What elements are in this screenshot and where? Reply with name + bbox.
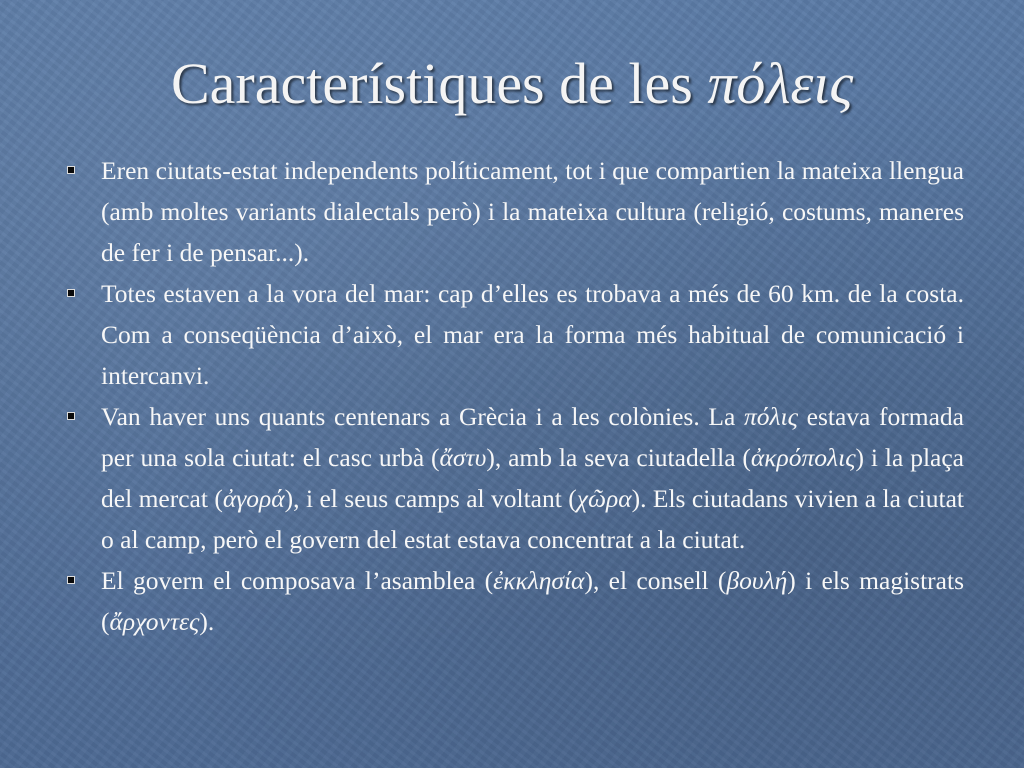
greek-term: πόλις (743, 402, 798, 431)
bullet-text: ) i els magistrats ( (101, 566, 964, 636)
greek-term: ἐκκλησία (493, 566, 585, 595)
bullet-text: Eren ciutats-estat independents políticament, tot i que compartien la mateixa llengua (amb moltes variants dialectals però) i la mateixa cultura (religió, costums, maneres de fer i de pensar...). (101, 156, 964, 267)
bullet-text: ) i la plaça del mercat ( (101, 443, 965, 513)
bullet-item (62, 273, 964, 396)
slide-title-greek: πόλεις (707, 51, 853, 116)
bullet-item (62, 150, 964, 273)
square-bullet-icon (67, 166, 75, 174)
greek-term: ἀγορά (222, 484, 285, 513)
square-bullet-icon (67, 412, 75, 420)
bullet-item (62, 560, 964, 642)
greek-term: ἄρχοντες (109, 607, 200, 636)
square-bullet-icon (67, 289, 75, 297)
bullet-text: Van haver uns quants centenars a Grècia i a les colònies. La (101, 402, 744, 431)
slide-title (0, 48, 1024, 120)
greek-term: ἄστυ (439, 443, 487, 472)
bullet-item (62, 396, 964, 560)
square-bullet-icon (67, 576, 75, 584)
greek-term: βουλή (726, 566, 788, 595)
greek-term: χῶρα (576, 484, 632, 513)
slide-title-text: Característiques de les (171, 51, 708, 116)
bullet-text: ). (199, 607, 215, 636)
bullet-text: ), i el seus camps al voltant ( (284, 484, 577, 513)
greek-term: ἀκρόπολις (750, 443, 856, 472)
bullet-text: ), el consell ( (584, 566, 727, 595)
bullet-text: ), amb la seva ciutadella ( (486, 443, 751, 472)
bullet-text: El govern el composava l’asamblea ( (101, 566, 494, 595)
bullet-text: ). Els ciutadans vivien a la ciutat o al camp, però el govern del estat estava concentrat a la ciutat. (101, 484, 964, 554)
bullet-text: estava formada per una sola ciutat: el casc urbà ( (101, 402, 964, 472)
bullet-list (62, 150, 964, 642)
bullet-text: Totes estaven a la vora del mar: cap d’elles es trobava a més de 60 km. de la costa. Com a conseqüència d’això, el mar era la forma més habitual de comunicació i intercanvi. (101, 279, 964, 390)
